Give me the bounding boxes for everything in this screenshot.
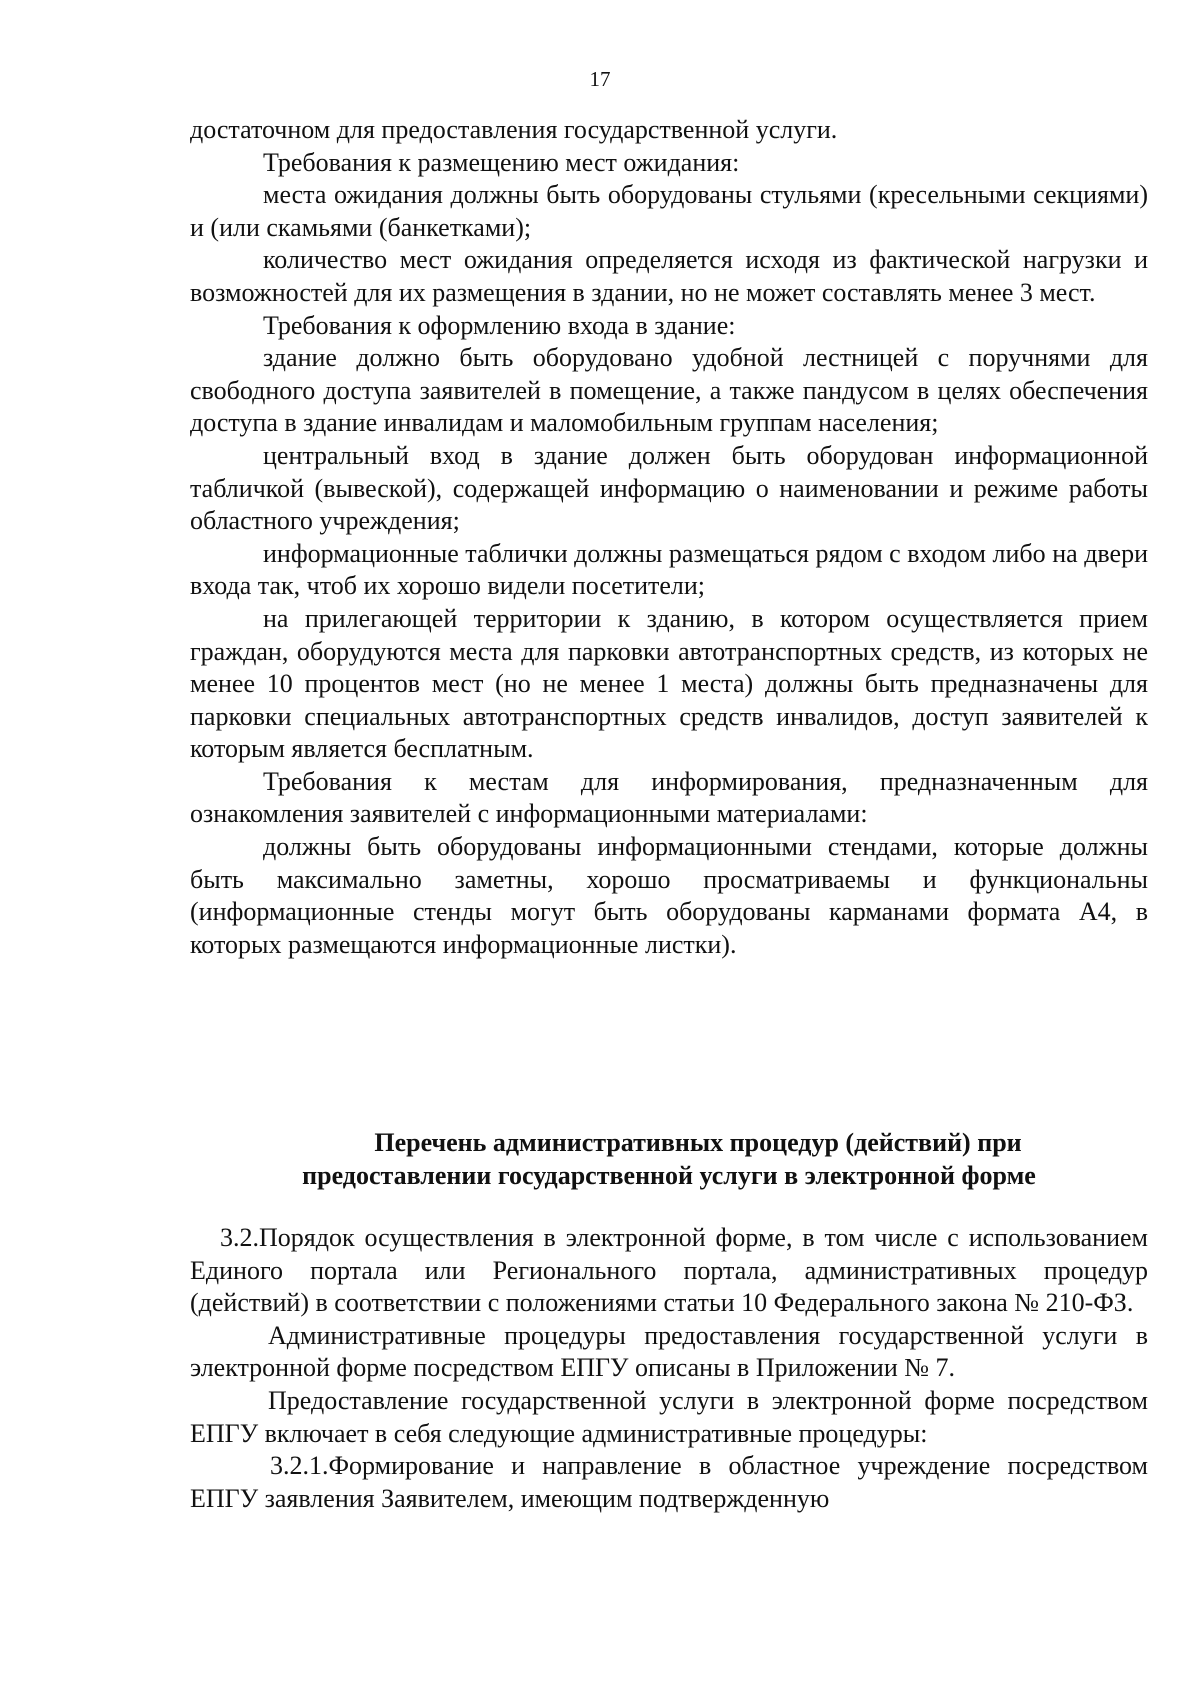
paragraph: Административные процедуры предоставления государственной услуги в электронной форме посредством ЕПГУ описаны в Приложении № 7. bbox=[190, 1320, 1148, 1383]
procedures-text-block bbox=[190, 1222, 1148, 1515]
requirements-text-block bbox=[190, 114, 1148, 961]
page-number: 17 bbox=[589, 67, 611, 91]
paragraph: на прилегающей территории к зданию, в котором осуществляется прием граждан, оборудуются места для парковки автотранспортных средств, из которых не менее 10 процентов мест (но не менее 1 места) должны быть предназначены для парковки специальных автотранспортных средств инвалидов, доступ заявителей к которым является бесплатным. bbox=[190, 603, 1148, 764]
paragraph: должны быть оборудованы информационными стендами, которые должны быть максимально заметны, хорошо просматриваемы и функциональны (информационные стенды могут быть оборудованы карманами формата А4, в которых размещаются информационные листки). bbox=[190, 832, 1148, 959]
paragraph: Требования к размещению мест ожидания: bbox=[263, 147, 740, 177]
paragraph: здание должно быть оборудовано удобной лестницей с поручнями для свободного доступа заявителей в помещение, а также пандусом в целях обеспечения доступа в здание инвалидам и маломобильным группам населения; bbox=[190, 343, 1148, 438]
section-heading bbox=[190, 1126, 1148, 1192]
paragraph: 3.2.Порядок осуществления в электронной форме, в том числе с использованием Единого портала или Регионального портала, административных процедур (действий) в соответствии с положениями статьи 10 Федерального закона № 210-ФЗ. bbox=[190, 1223, 1148, 1318]
section-heading-line: Перечень административных процедур (действий) при bbox=[374, 1128, 1022, 1157]
paragraph: места ожидания должны быть оборудованы стульями (кресельными секциями) и (или скамьями (банкетками); bbox=[190, 180, 1148, 242]
paragraph: достаточном для предоставления государственной услуги. bbox=[190, 115, 838, 144]
paragraph: 3.2.1.Формирование и направление в областное учреждение посредством ЕПГУ заявления Заявителем, имеющим подтвержденную bbox=[190, 1451, 1148, 1513]
paragraph: Требования к оформлению входа в здание: bbox=[263, 310, 736, 340]
paragraph: Предоставление государственной услуги в электронной форме посредством ЕПГУ включает в себя следующие административные процедуры: bbox=[190, 1385, 1148, 1448]
paragraph: количество мест ожидания определяется исходя из фактической нагрузки и возможностей для их размещения в здании, но не может составлять менее 3 мест. bbox=[190, 245, 1148, 307]
section-heading-line: предоставлении государственной услуги в электронной форме bbox=[302, 1161, 1036, 1190]
paragraph: Требования к местам для информирования, предназначенным для ознакомления заявителей с информационными материалами: bbox=[190, 766, 1148, 829]
paragraph: центральный вход в здание должен быть оборудован информационной табличкой (вывеской), содержащей информацию о наименовании и режиме работы областного учреждения; bbox=[190, 440, 1148, 536]
paragraph: информационные таблички должны размещаться рядом с входом либо на двери входа так, чтоб их хорошо видели посетители; bbox=[190, 538, 1148, 601]
